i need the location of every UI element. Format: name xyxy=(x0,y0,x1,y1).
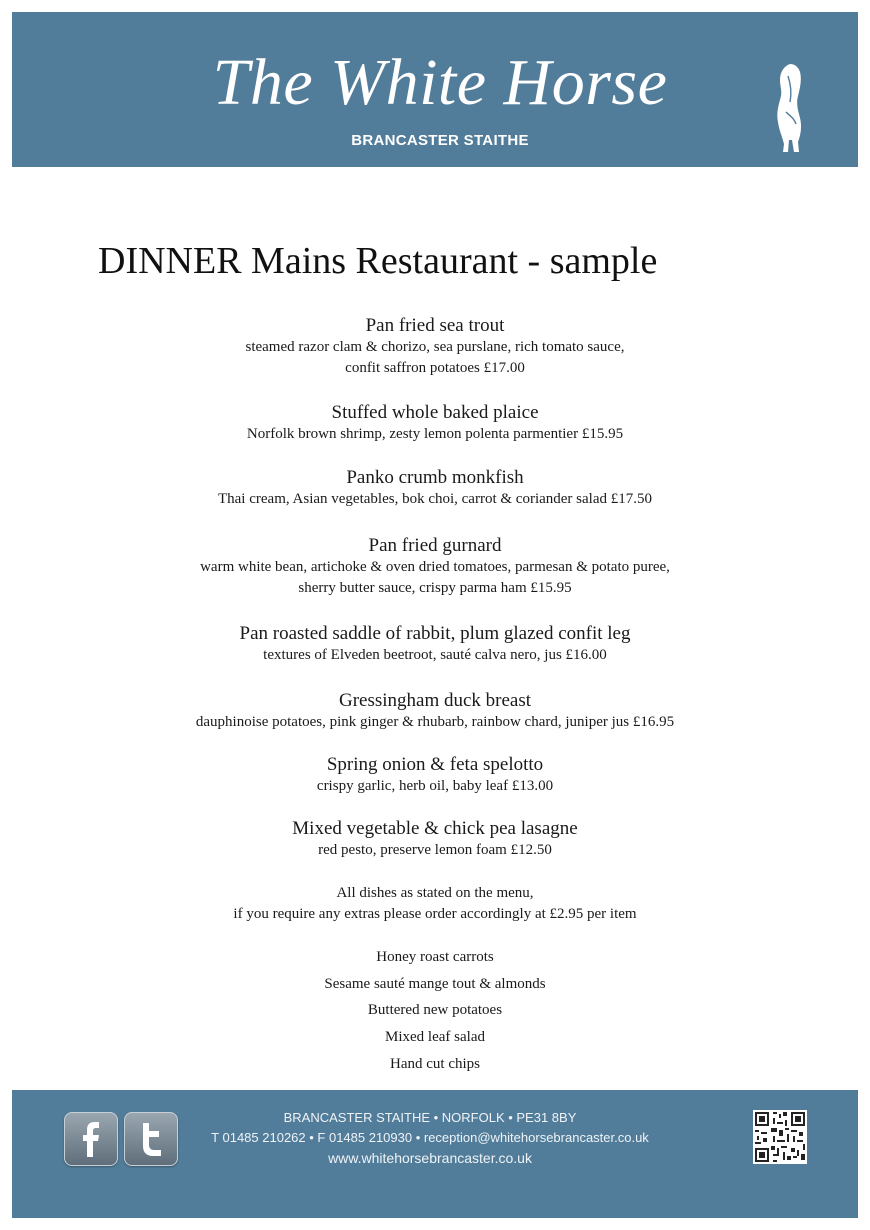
side-item: Buttered new potatoes xyxy=(367,1002,503,1018)
dish-description: crispy garlic, herb oil, baby leaf £13.00 xyxy=(316,778,554,794)
extras-note xyxy=(0,883,870,925)
dish-name: Gressingham duck breast xyxy=(338,690,532,711)
dish-description: sherry butter sauce, crispy parma ham £15.95 xyxy=(298,580,572,596)
dish-item xyxy=(0,402,870,445)
dish-description: Thai cream, Asian vegetables, bok choi, carrot & coriander salad £17.50 xyxy=(217,491,652,507)
dish-item xyxy=(0,690,870,733)
footer-website[interactable]: www.whitehorsebrancaster.co.uk xyxy=(328,1150,532,1166)
dish-description: Norfolk brown shrimp, zesty lemon polenta parmentier £15.95 xyxy=(246,426,624,442)
qr-code-icon[interactable] xyxy=(753,1110,807,1164)
dish-name: Pan fried sea trout xyxy=(365,315,505,336)
horse-logo-icon xyxy=(768,62,812,154)
extras-note-line: if you require any extras please order accordingly at £2.95 per item xyxy=(233,906,637,922)
side-item: Honey roast carrots xyxy=(376,949,494,965)
facebook-icon[interactable] xyxy=(64,1112,118,1166)
menu-title: DINNER Mains Restaurant - sample xyxy=(98,240,658,282)
dish-item xyxy=(0,535,870,599)
dish-description: dauphinoise potatoes, pink ginger & rhubarb, rainbow chard, juniper jus £16.95 xyxy=(195,714,675,730)
dish-item xyxy=(0,467,870,510)
footer-contact: T 01485 210262 • F 01485 210930 • reception@whitehorsebrancaster.co.uk xyxy=(211,1130,649,1145)
footer-address: BRANCASTER STAITHE • NORFOLK • PE31 8BY xyxy=(283,1110,577,1125)
extras-note-line: All dishes as stated on the menu, xyxy=(336,885,534,901)
dish-name: Pan fried gurnard xyxy=(368,535,502,556)
side-item: Mixed leaf salad xyxy=(385,1029,485,1045)
dish-name: Spring onion & feta spelotto xyxy=(326,754,544,775)
dish-name: Stuffed whole baked plaice xyxy=(331,402,539,423)
side-item: Hand cut chips xyxy=(390,1056,480,1072)
side-item: Sesame sauté mange tout & almonds xyxy=(324,976,546,992)
twitter-icon[interactable] xyxy=(124,1112,178,1166)
dish-item xyxy=(0,818,870,861)
dish-name: Pan roasted saddle of rabbit, plum glazed confit leg xyxy=(239,623,631,644)
dish-item xyxy=(0,623,870,666)
brand-name: The White Horse xyxy=(212,46,668,119)
dish-name: Panko crumb monkfish xyxy=(346,467,524,488)
dish-description: warm white bean, artichoke & oven dried tomatoes, parmesan & potato puree, xyxy=(200,559,670,575)
dish-description: steamed razor clam & chorizo, sea purslane, rich tomato sauce, xyxy=(245,339,625,355)
dish-name: Mixed vegetable & chick pea lasagne xyxy=(292,818,578,839)
dish-description: confit saffron potatoes £17.00 xyxy=(345,360,525,376)
dish-item xyxy=(0,754,870,797)
brand-subtitle: BRANCASTER STAITHE xyxy=(351,132,529,149)
dish-description: red pesto, preserve lemon foam £12.50 xyxy=(318,842,552,858)
dish-description: textures of Elveden beetroot, sauté calva nero, jus £16.00 xyxy=(263,647,607,663)
dish-item xyxy=(0,315,870,379)
